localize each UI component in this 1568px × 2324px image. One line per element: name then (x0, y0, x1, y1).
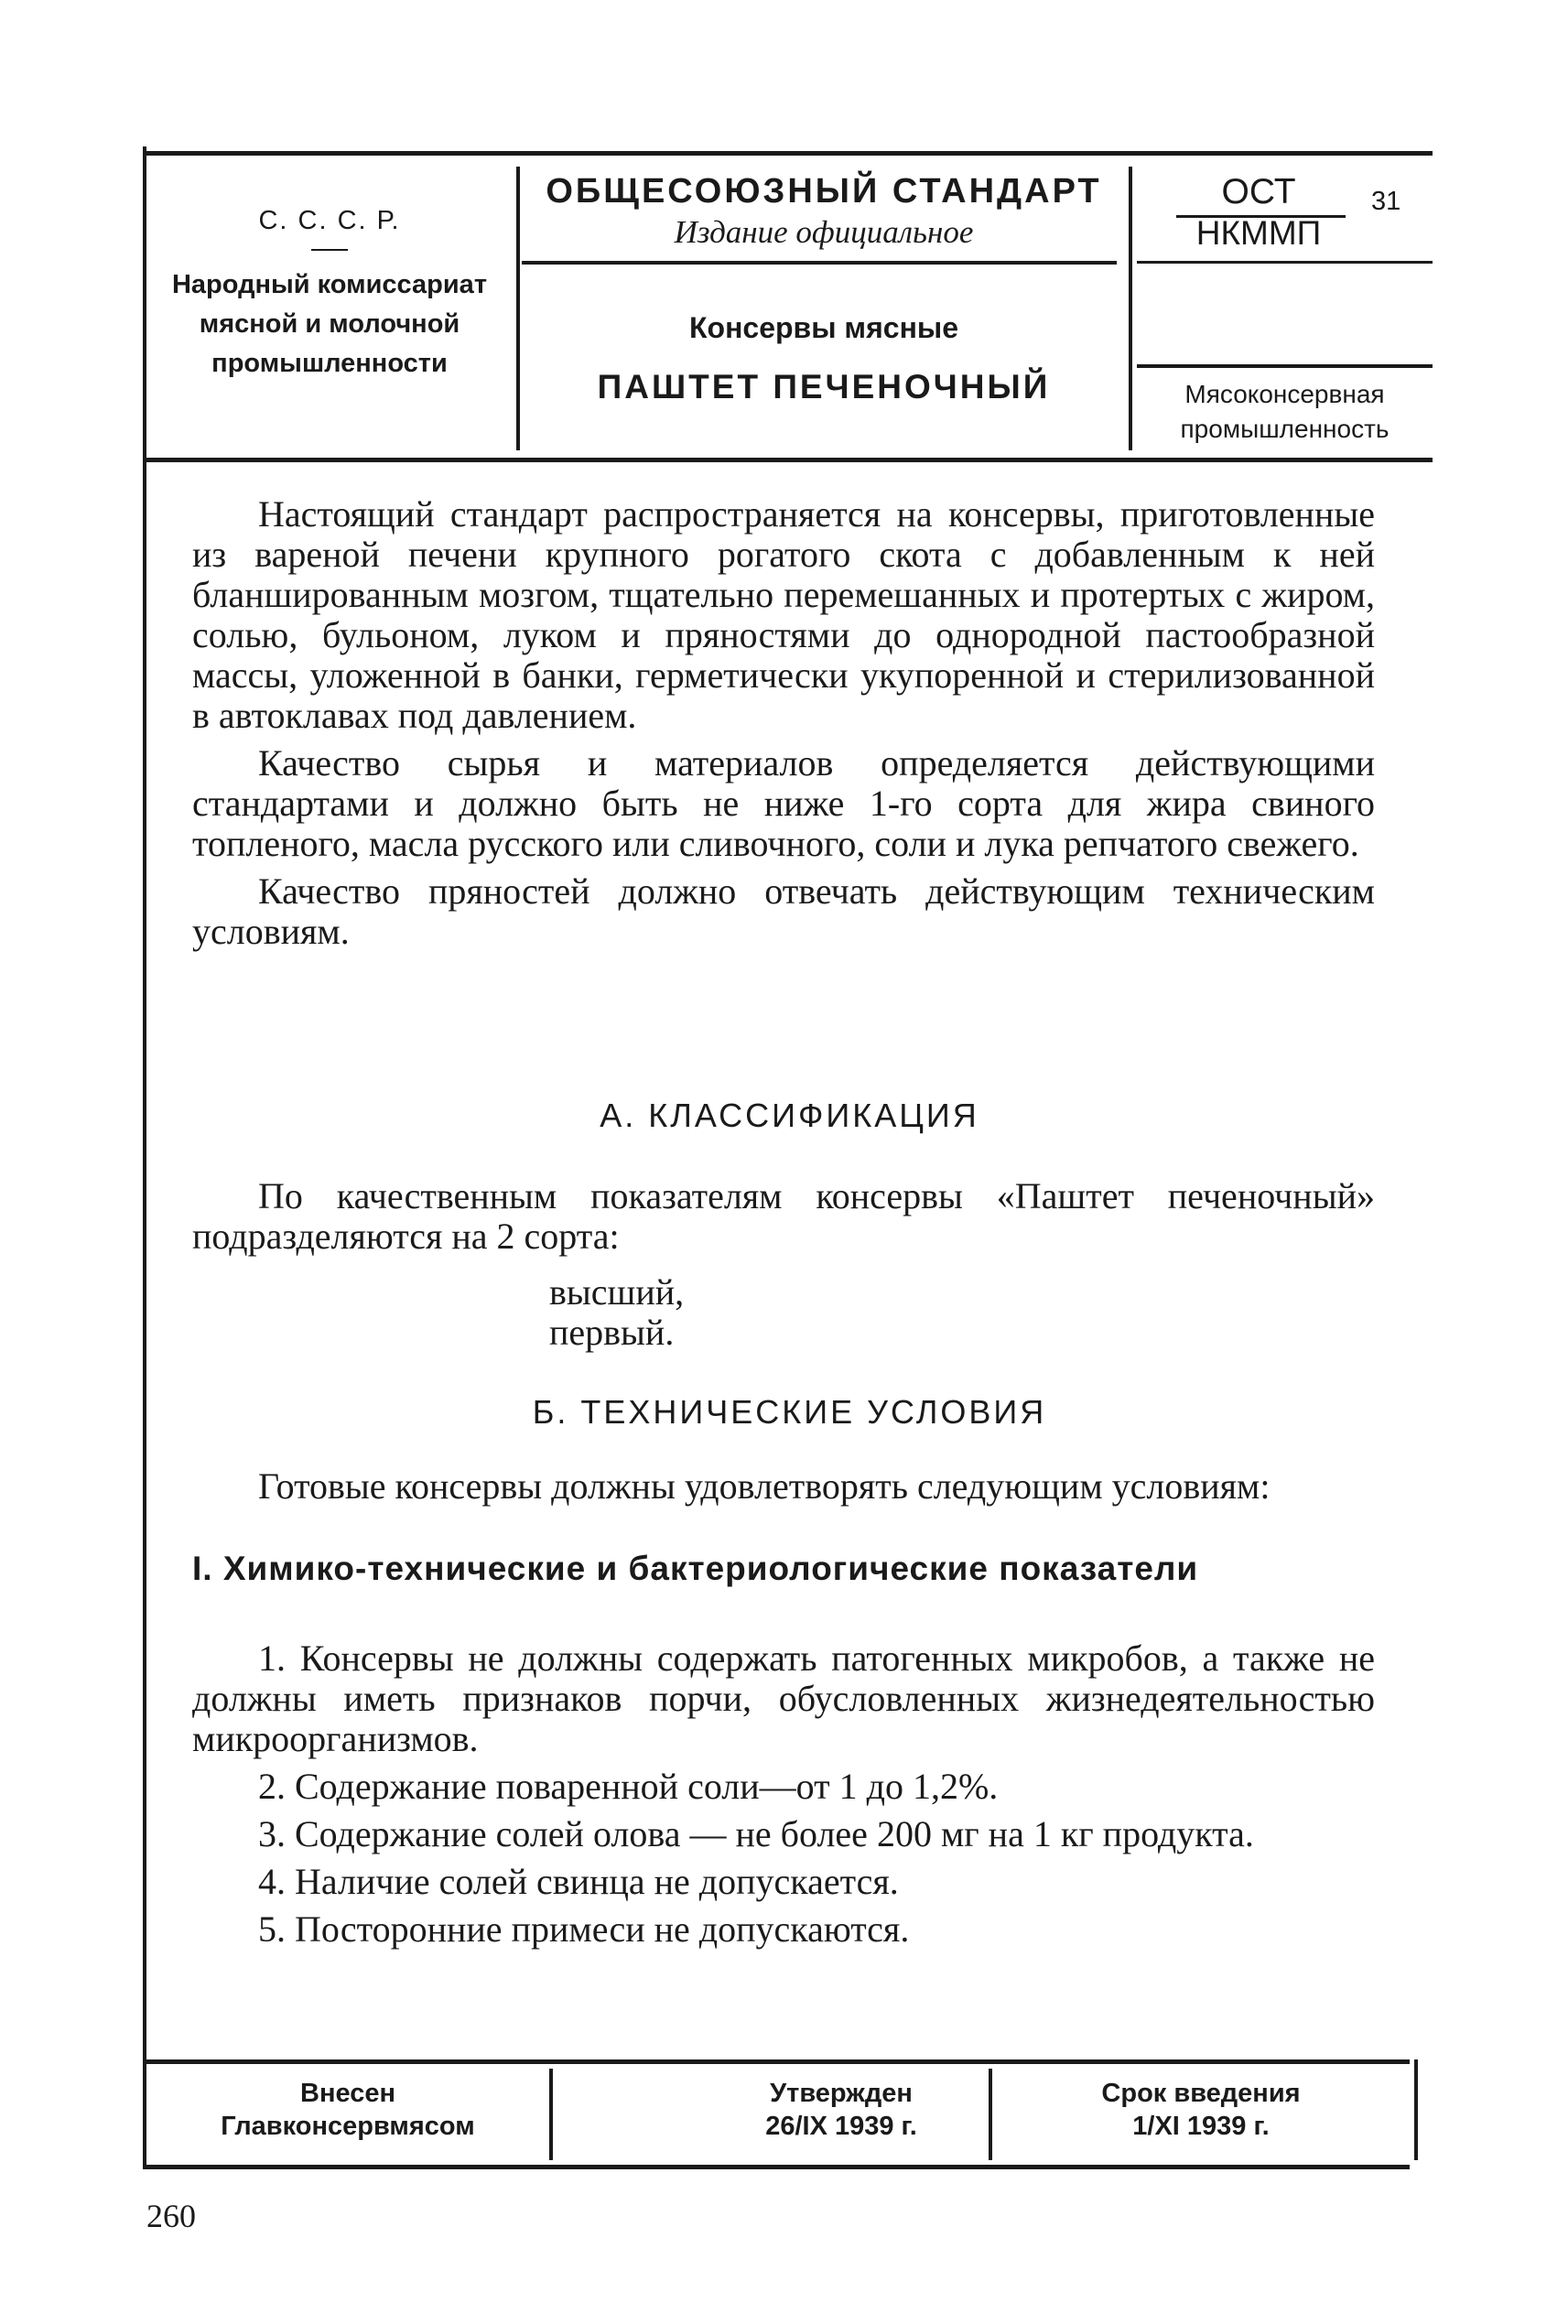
intro-paragraph: Качество сырья и материалов определяется действующими стандартами и должно быть не ниже 1-го сорта для жира свиного топленого, масла русского или сливочного, соли и лука репчатого свежего. (192, 742, 1375, 864)
effective-cell (992, 2077, 1410, 2143)
section-b-title: Б. ТЕХНИЧЕСКИЕ УСЛОВИЯ (532, 1393, 1047, 1431)
technical-item: 4. Наличие солей свинца не допускается. (258, 1861, 899, 1902)
ost-body: НКММП (1195, 214, 1322, 252)
section-a-paragraph: По качественным показателям консервы «Паштет печеночный» подразделяются на 2 сорта: (192, 1175, 1375, 1257)
country-name: С. С. С. Р. (258, 206, 401, 235)
technical-item: 2. Содержание поваренной соли—от 1 до 1,2%. (258, 1766, 999, 1807)
edition-note: Издание официальное (674, 214, 974, 250)
standard-header (146, 151, 1433, 462)
right-frame-line (1414, 2059, 1418, 2160)
standard-footer (146, 2059, 1410, 2169)
standard-title: ОБЩЕСОЮЗНЫЙ СТАНДАРТ (546, 172, 1102, 211)
section-b-text (192, 1466, 1375, 1514)
product-category: Консервы мясные (688, 311, 959, 344)
header-divider-right (1129, 167, 1132, 450)
technical-item: 1. Консервы не должны содержать патогенных микробов, а также не должны иметь признаков порчи, обусловленных жизнедеятельностью микроорганизмов. (192, 1638, 1375, 1759)
grade-item: первый. (549, 1312, 675, 1353)
section-b-subtitle: I. Химико-технические и бактериологические показатели (192, 1550, 1199, 1587)
section-a-title: А. КЛАССИФИКАЦИЯ (600, 1097, 979, 1134)
page-number: 260 (146, 2198, 196, 2234)
approved-label: Утвержден (770, 2079, 913, 2108)
section-a-text (192, 1176, 1375, 1264)
product-name: ПАШТЕТ ПЕЧЕНОЧНЫЙ (597, 368, 1051, 405)
header-dash (311, 249, 348, 251)
header-right-rule-bottom (1137, 364, 1433, 368)
intro-paragraph: Качество пряностей должно отвечать действующим техническим условиям. (192, 870, 1375, 952)
effective-label: Срок введения (1101, 2079, 1301, 2108)
ost-number: 31 (1371, 187, 1401, 216)
grade-item: высший, (549, 1271, 685, 1313)
introduced-label: Внесен (300, 2079, 395, 2108)
effective-date: 1/XI 1939 г. (1132, 2112, 1270, 2141)
ost-label: ОСТ (1221, 172, 1296, 211)
section-b-paragraph: Готовые консервы должны удовлетворять следующим условиям: (258, 1465, 1271, 1507)
technical-item: 5. Посторонние примеси не допускаются. (258, 1908, 910, 1950)
industry-name: Мясоконсервная промышленность (1180, 380, 1390, 443)
introduced-by: Главконсервмясом (221, 2112, 475, 2141)
technical-item: 3. Содержание солей олова — не более 200 мг на 1 кг продукта. (258, 1813, 1254, 1854)
technical-items (192, 1638, 1375, 1957)
introduced-cell (146, 2077, 549, 2143)
header-divider-left (516, 167, 520, 450)
header-middle-rule (522, 261, 1117, 265)
intro-text (192, 494, 1375, 959)
approved-date: 26/IX 1939 г. (765, 2112, 917, 2141)
commissariat-name: Народный комиссариат мясной и молочной промышленности (171, 270, 488, 378)
header-right-rule-top (1137, 261, 1433, 264)
intro-paragraph: Настоящий стандарт распространяется на консервы, приготовленные из вареной печени крупного рогатого скота с добавленным к ней бланшированным мозгом, тщательно перемешанных и протертых с жиром, солью, бульоном, луком и пряностями до однородной пастообразной массы, уложенной в банки, герметически укупоренной и стерилизованной в автоклавах под давлением. (192, 493, 1375, 736)
